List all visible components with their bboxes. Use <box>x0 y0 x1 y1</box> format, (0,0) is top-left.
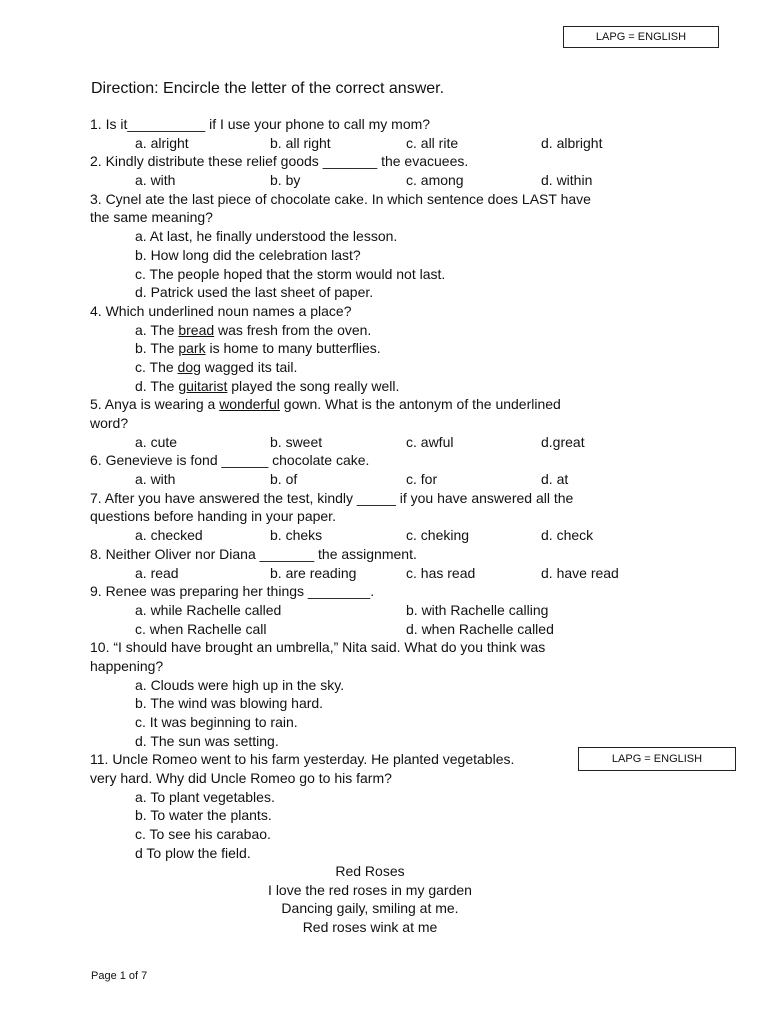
option-text: b. The <box>135 340 179 357</box>
question-7-stem: 7. After you have answered the test, kindly _____ if you have answered all the <box>90 489 574 506</box>
option-c <box>90 358 670 377</box>
question-2-stem: 2. Kindly distribute these relief goods _______ the evacuees. <box>90 153 469 170</box>
question-3-stem-cont: the same meaning? <box>90 209 213 226</box>
option-c: c. To see his carabao. <box>135 826 271 843</box>
option-b <box>90 339 670 358</box>
question-5-stem <box>90 395 670 414</box>
option-d: d. have read <box>541 564 619 581</box>
question-1-options <box>90 134 670 153</box>
question-5-stem-cont: word? <box>90 415 129 431</box>
option-c: c. for <box>406 471 438 488</box>
question-6-stem: 6. Genevieve is fond ______ chocolate cake. <box>90 452 370 469</box>
option-c: c. cheking <box>406 527 470 544</box>
option-b: b. by <box>270 172 301 189</box>
option-b: b. sweet <box>270 433 323 450</box>
page-number: Page 1 of 7 <box>91 970 148 982</box>
option-d: d. Patrick used the last sheet of paper. <box>135 284 374 301</box>
option-a: a. read <box>135 564 179 581</box>
option-d: d. The sun was setting. <box>135 732 279 749</box>
option-d: d.great <box>541 433 585 450</box>
option-a: a. alright <box>135 134 189 151</box>
option-a: a. To plant vegetables. <box>135 788 275 805</box>
poem <box>90 862 650 937</box>
question-4-stem: 4. Which underlined noun names a place? <box>90 302 352 319</box>
question-11-stem: 11. Uncle Romeo went to his farm yesterday. He planted vegetables. <box>90 751 515 768</box>
option-a: a. with <box>135 471 176 488</box>
option-b: b. of <box>270 471 298 488</box>
question-9-options-row1 <box>90 601 670 620</box>
question-3-stem: 3. Cynel ate the last piece of chocolate cake. In which sentence does LAST have <box>90 190 591 207</box>
option-c: c. when Rachelle call <box>135 620 267 637</box>
option-text: wagged its tail. <box>200 358 298 375</box>
option-d: d. at <box>541 471 569 488</box>
option-c: c. has read <box>406 564 476 581</box>
option-text: is home to many butterflies. <box>205 340 381 357</box>
question-5-options <box>90 433 670 452</box>
option-b: b. are reading <box>270 564 357 581</box>
question-1-stem: 1. Is it__________ if I use your phone to call my mom? <box>90 116 431 132</box>
subject-label: LAPG = ENGLISH <box>595 31 687 43</box>
option-d <box>90 377 670 396</box>
option-a: a. At last, he finally understood the lesson. <box>135 228 398 245</box>
underlined-word: wonderful <box>219 396 280 413</box>
option-text: played the song really well. <box>227 377 400 394</box>
option-b: b. cheks <box>270 527 323 544</box>
poem-line: I love the red roses in my garden <box>268 881 472 898</box>
option-c: c. The people hoped that the storm would not last. <box>135 265 446 282</box>
option-text: d. The <box>135 377 179 394</box>
option-a: a. checked <box>135 527 203 544</box>
underlined-noun: park <box>178 340 206 357</box>
question-6-options <box>90 470 670 489</box>
stem-text: 5. Anya is wearing a <box>90 396 220 413</box>
underlined-noun: guitarist <box>178 377 228 394</box>
stem-text: gown. What is the antonym of the underlined <box>279 396 561 413</box>
option-d: d To plow the field. <box>135 844 251 861</box>
question-9-options-row2 <box>90 620 670 639</box>
option-b: b. How long did the celebration last? <box>135 246 361 263</box>
underlined-noun: dog <box>177 358 201 375</box>
option-d: d. when Rachelle called <box>406 620 554 637</box>
option-a: a. cute <box>135 433 178 450</box>
subject-overlay-box <box>578 747 736 771</box>
option-a: a. while Rachelle called <box>135 601 282 618</box>
option-text: was fresh from the oven. <box>214 321 372 338</box>
question-8-options <box>90 564 670 583</box>
option-c: c. among <box>406 172 464 189</box>
subject-header-box <box>563 26 719 48</box>
option-text: a. The <box>135 321 179 338</box>
option-c: c. all rite <box>406 134 459 151</box>
subject-label: LAPG = ENGLISH <box>611 753 703 765</box>
question-2-options <box>90 171 670 190</box>
option-a <box>90 321 670 340</box>
option-b: b. To water the plants. <box>135 807 272 824</box>
direction-text: Direction: Encircle the letter of the correct answer. <box>91 80 445 97</box>
option-c: c. It was beginning to rain. <box>135 714 298 730</box>
question-7-stem-cont: questions before handing in your paper. <box>90 508 336 525</box>
option-a: a. with <box>135 172 176 189</box>
option-b: b. with Rachelle calling <box>406 601 549 618</box>
option-d: d. within <box>541 172 593 189</box>
question-8-stem: 8. Neither Oliver nor Diana _______ the assignment. <box>90 545 417 562</box>
question-9-stem: 9. Renee was preparing her things ________. <box>90 583 375 600</box>
option-text: c. The <box>135 358 178 375</box>
underlined-noun: bread <box>178 321 215 338</box>
option-d: d. check <box>541 527 594 544</box>
option-a: a. Clouds were high up in the sky. <box>135 676 345 693</box>
question-10-stem: 10. “I should have brought an umbrella,” Nita said. What do you think was <box>90 639 546 656</box>
option-b: b. all right <box>270 134 331 151</box>
question-10-stem-cont: happening? <box>90 657 164 674</box>
poem-line: Red roses wink at me <box>302 919 438 936</box>
question-7-options <box>90 526 670 545</box>
poem-line: Dancing gaily, smiling at me. <box>281 900 459 917</box>
question-11-stem-cont: very hard. Why did Uncle Romeo go to his farm? <box>90 770 392 787</box>
option-c: c. awful <box>406 433 454 450</box>
option-b: b. The wind was blowing hard. <box>135 695 324 712</box>
option-d: d. albright <box>541 134 603 151</box>
poem-title: Red Roses <box>335 863 405 879</box>
